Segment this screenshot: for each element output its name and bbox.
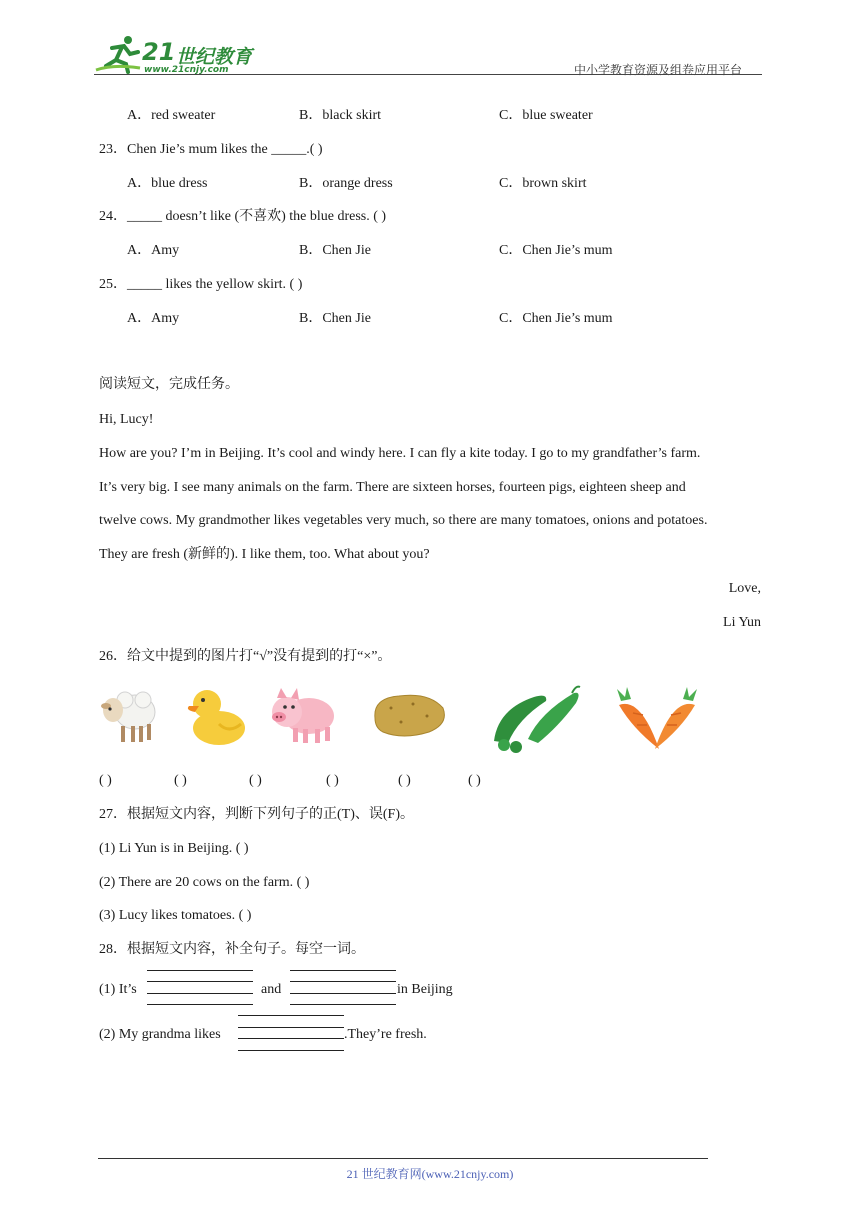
header-divider (94, 74, 762, 75)
site-name: 中小学教育资源及组卷应用平台 (574, 63, 743, 77)
q26-answer-blank[interactable]: ( ) (468, 773, 481, 788)
q25-option-b: B．Chen Jie (299, 311, 371, 326)
q28-s1-end: in Beijing (397, 982, 453, 997)
q27-item: (1) Li Yun is in Beijing. ( ) (99, 841, 249, 856)
peas-icon (488, 683, 584, 753)
header-logo (94, 34, 264, 76)
q27-item: (2) There are 20 cows on the farm. ( ) (99, 875, 310, 890)
q23-option-c: C．brown skirt (499, 176, 587, 191)
q25-option-a: A．Amy (127, 311, 180, 326)
q28-stem: 28．根据短文内容，补全句子。每空一词。 (99, 942, 365, 957)
q26-answer-blank[interactable]: ( ) (398, 773, 411, 788)
passage-line: It’s very big. I see many animals on the farm. There are sixteen horses, fourteen pigs, eighteen sheep and (99, 480, 686, 495)
q28-s2-start: (2) My grandma likes (99, 1027, 221, 1042)
potato-icon (369, 690, 449, 740)
passage-line: They are fresh (新鲜的). I like them, too. What about you? (99, 547, 430, 562)
q23-option-b: B．orange dress (299, 176, 393, 191)
q24-stem: 24．_____ doesn’t like (不喜欢) the blue dress. ( ) (99, 209, 387, 224)
q28-s1-start: (1) It’s (99, 982, 137, 997)
logo-name: 世纪教育 (176, 46, 253, 68)
q24-option-b: B．Chen Jie (299, 243, 371, 258)
q28-s1-mid: and (261, 982, 282, 997)
q23-option-a: A．blue dress (127, 176, 208, 191)
letter-signature: Li Yun (723, 615, 761, 630)
q26-answer-blank[interactable]: ( ) (249, 773, 262, 788)
passage-line: How are you? I’m in Beijing. It’s cool and windy here. I can fly a kite today. I go to my grandfather’s farm. (99, 446, 701, 461)
carrot-icon (613, 683, 701, 753)
q28-s2-end: .They’re fresh. (344, 1027, 427, 1042)
footer-text: 21 世纪教育网(www.21cnjy.com) (346, 1167, 514, 1181)
letter-closing: Love, (728, 581, 761, 596)
footer-divider (98, 1158, 708, 1159)
q26-stem: 26．给文中提到的图片打“√”没有提到的打“×”。 (99, 649, 392, 664)
passage-line: twelve cows. My grandmother likes vegetables very much, so there are many tomatoes, onions and potatoes. (99, 513, 708, 528)
q26-answer-blank[interactable]: ( ) (174, 773, 187, 788)
duck-icon (185, 684, 247, 748)
q26-answer-blank[interactable]: ( ) (99, 773, 112, 788)
sheep-icon (99, 684, 159, 746)
reading-instruction: 阅读短文，完成任务。 (99, 377, 239, 392)
pig-icon (267, 684, 337, 746)
q27-stem: 27．根据短文内容，判断下列句子的正(T)、误(F)。 (99, 807, 414, 822)
q24-option-c: C．Chen Jie’s mum (499, 243, 613, 258)
q25-stem: 25．_____ likes the yellow skirt. ( ) (99, 277, 303, 292)
q25-option-c: C．Chen Jie’s mum (499, 311, 613, 326)
q22-option-c: C．blue sweater (499, 108, 593, 123)
logo-url: www.21cnjy.com (144, 65, 229, 75)
q22-option-a: A．red sweater (127, 108, 216, 123)
q24-option-a: A．Amy (127, 243, 180, 258)
q26-answer-blank[interactable]: ( ) (326, 773, 339, 788)
q27-item: (3) Lucy likes tomatoes. ( ) (99, 908, 252, 923)
logo-number: 21 (142, 38, 176, 66)
letter-greeting: Hi, Lucy! (99, 412, 154, 427)
q22-option-b: B．black skirt (299, 108, 382, 123)
runner-logo-icon (94, 34, 142, 74)
q23-stem: 23．Chen Jie’s mum likes the _____.( ) (99, 142, 323, 157)
